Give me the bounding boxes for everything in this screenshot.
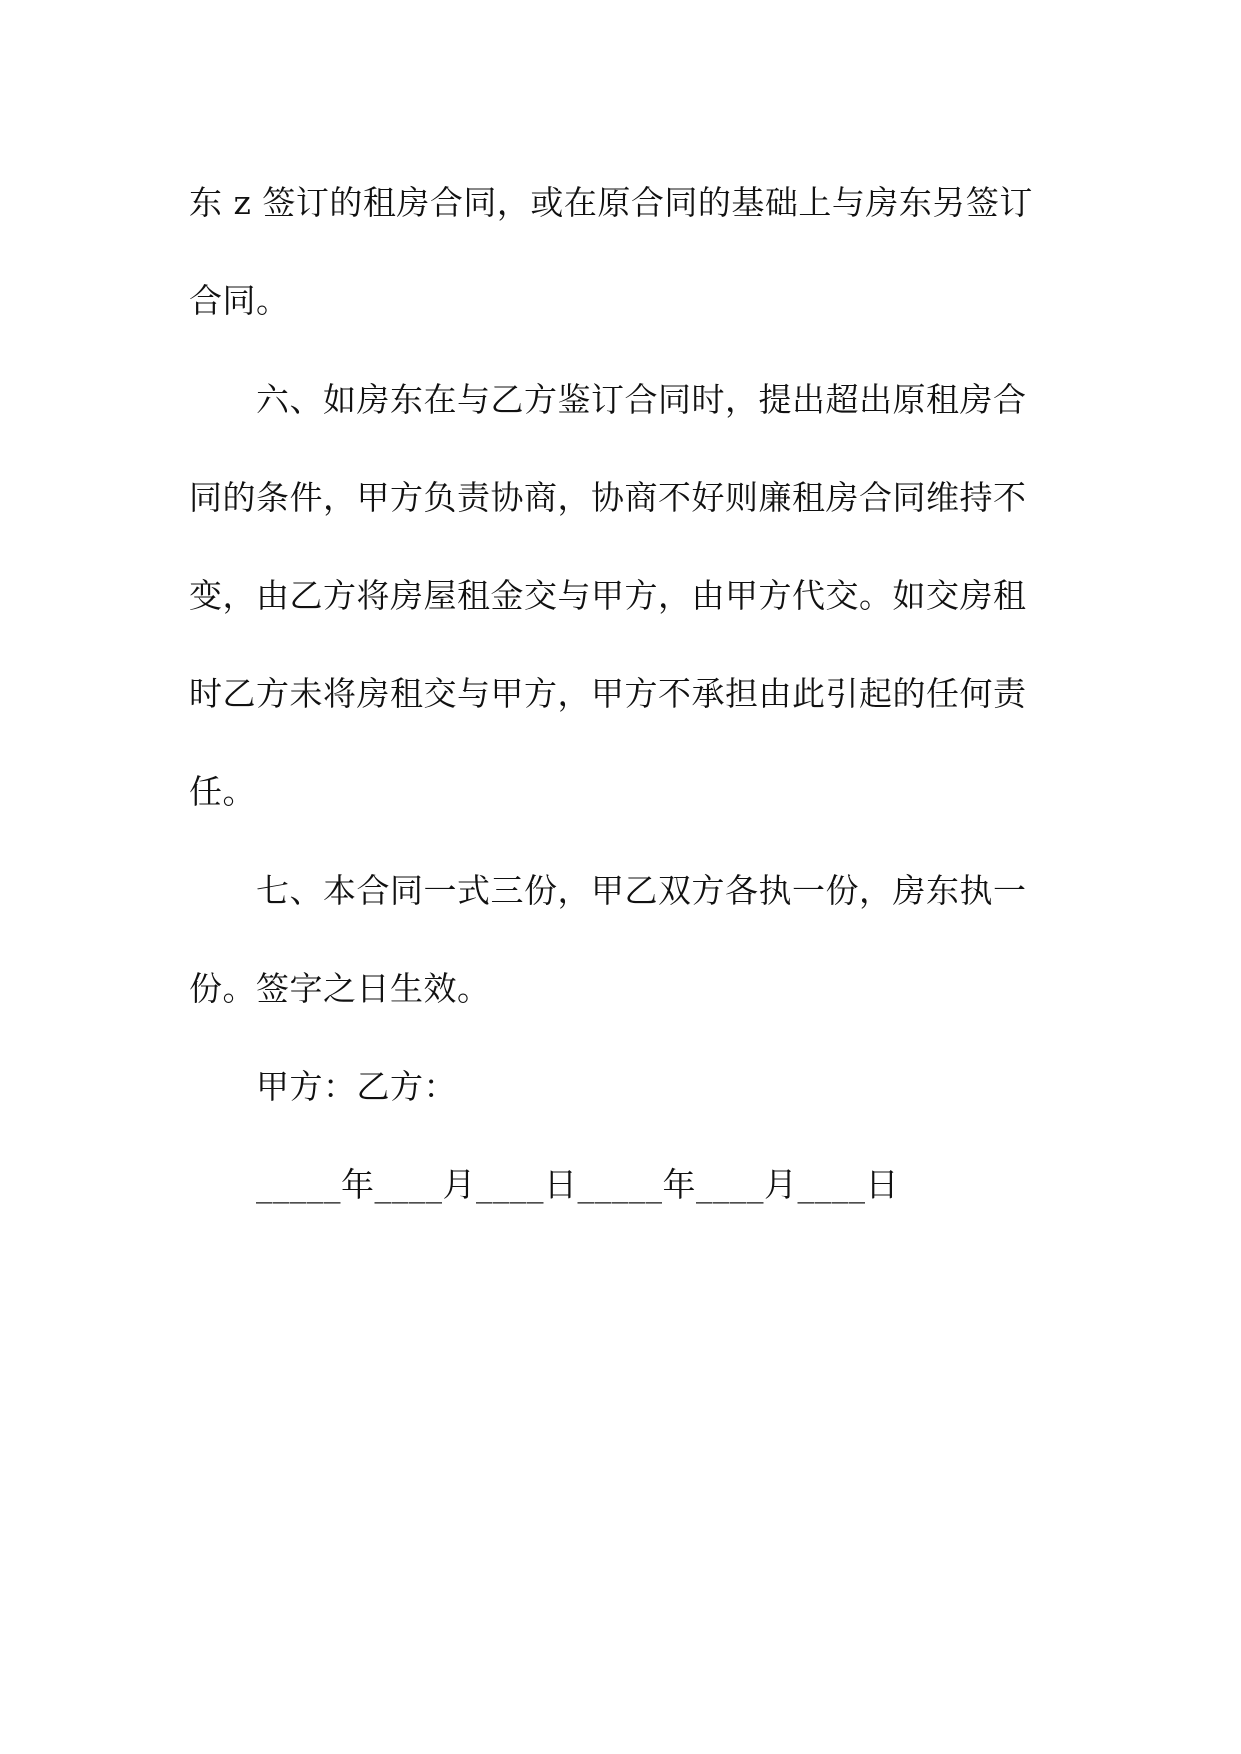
paragraph-line: 变，由乙方将房屋租金交与甲方，由甲方代交。如交房租 [189, 576, 1027, 615]
signature-date-line: _____年____月____日_____年____月____日 [256, 1165, 899, 1204]
paragraph-line: 东 z 签订的租房合同，或在原合同的基础上与房东另签订 [189, 183, 1033, 222]
paragraph-line: 时乙方未将房租交与甲方，甲方不承担由此引起的任何责 [189, 674, 1027, 713]
paragraph-line: 六、如房东在与乙方鉴订合同时，提出超出原租房合 [256, 380, 1027, 419]
paragraph-line: 任。 [189, 772, 256, 811]
paragraph-line: 合同。 [189, 281, 290, 320]
paragraph-line: 同的条件，甲方负责协商，协商不好则廉租房合同维持不 [189, 478, 1027, 517]
paragraph-line: 七、本合同一式三份，甲乙双方各执一份，房东执一 [256, 871, 1027, 910]
paragraph-line: 份。签字之日生效。 [189, 969, 491, 1008]
signature-parties-line: 甲方：乙方： [256, 1067, 457, 1106]
